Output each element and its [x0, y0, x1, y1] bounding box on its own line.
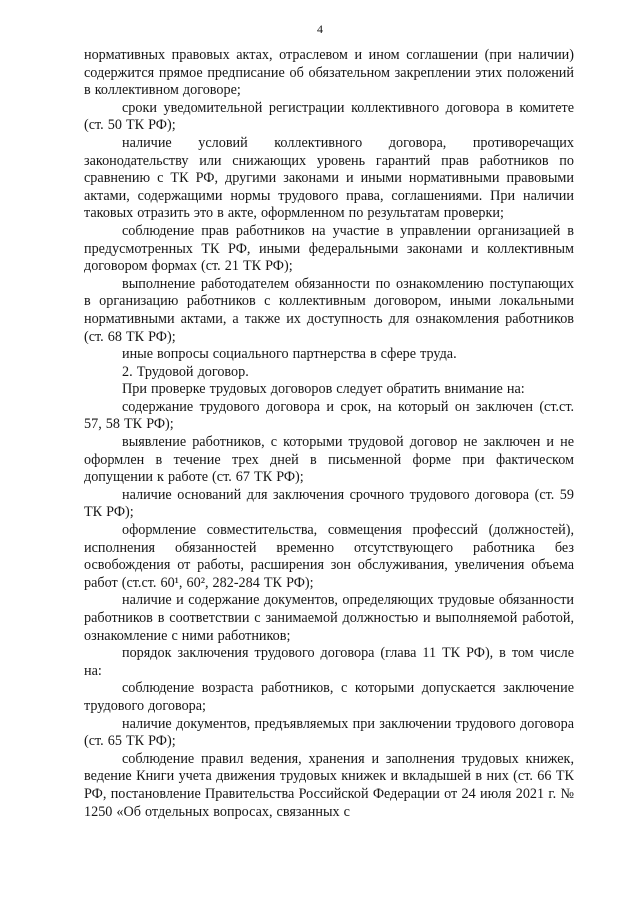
paragraph: При проверке трудовых договоров следует обратить внимание на: [122, 381, 525, 398]
paragraph: сроки уведомительной регистрации коллективного договора в комитете (ст. 50 ТК РФ); [84, 99, 574, 134]
document-body [84, 47, 574, 821]
paragraph: выполнение работодателем обязанности по ознакомлению поступающих в организацию работников с коллективным договором, иными локальными нормативными актами, а также их доступность для ознакомления работников (ст. 68 ТК РФ); [84, 275, 574, 345]
page-number: 4 [317, 22, 323, 36]
paragraph: наличие и содержание документов, определяющих трудовые обязанности работников в соответствии с занимаемой должностью и выполняемой работой, ознакомление с ними работников; [84, 592, 574, 644]
paragraph: соблюдение правил ведения, хранения и заполнения трудовых книжек, ведение Книги учета движения трудовых книжек и вкладышей в них (ст. 66 ТК РФ, постановление Правительства Российской Федерации от 24 июля 2021 г. № 1250 «Об отдельных вопросах, связанных с [84, 750, 574, 820]
paragraph: порядок заключения трудового договора (глава 11 ТК РФ), в том числе на: [84, 645, 574, 679]
paragraph: нормативных правовых актах, отраслевом и ином соглашении (при наличии) содержится прямое предписание об обязательном закреплении этих положений в коллективном договоре; [84, 47, 574, 99]
paragraph: соблюдение прав работников на участие в управлении организацией в предусмотренных ТК РФ, иными федеральными законами и коллективным договором формах (ст. 21 ТК РФ); [84, 222, 574, 275]
paragraph: наличие оснований для заключения срочного трудового договора (ст. 59 ТК РФ); [84, 486, 574, 521]
paragraph: выявление работников, с которыми трудовой договор не заключен и не оформлен в течение трех дней в письменной форме при фактическом допущении к работе (ст. 67 ТК РФ); [84, 434, 574, 486]
paragraph: оформление совместительства, совмещения профессий (должностей), исполнения обязанностей временно отсутствующего работника без освобождения от работы, расширения зон обслуживания, увеличения объема работ (ст.ст. 60¹, 60², 282-284 ТК РФ); [84, 522, 574, 591]
paragraph: наличие документов, предъявляемых при заключении трудового договора (ст. 65 ТК РФ); [84, 715, 574, 750]
paragraph: иные вопросы социального партнерства в сфере труда. [122, 346, 457, 363]
paragraph: наличие условий коллективного договора, противоречащих законодательству или снижающих уровень гарантий прав работников по сравнению с ТК РФ, другими законами и иными нормативными правовыми актами, содержащими нормы трудового права, соглашениями. При наличии таковых отразить это в акте, оформленном по результатам проверки; [84, 134, 574, 222]
paragraph: соблюдение возраста работников, с которыми допускается заключение трудового договора; [84, 680, 574, 714]
paragraph: содержание трудового договора и срок, на который он заключен (ст.ст. 57, 58 ТК РФ); [84, 398, 574, 433]
section-heading: 2. Трудовой договор. [122, 363, 249, 380]
